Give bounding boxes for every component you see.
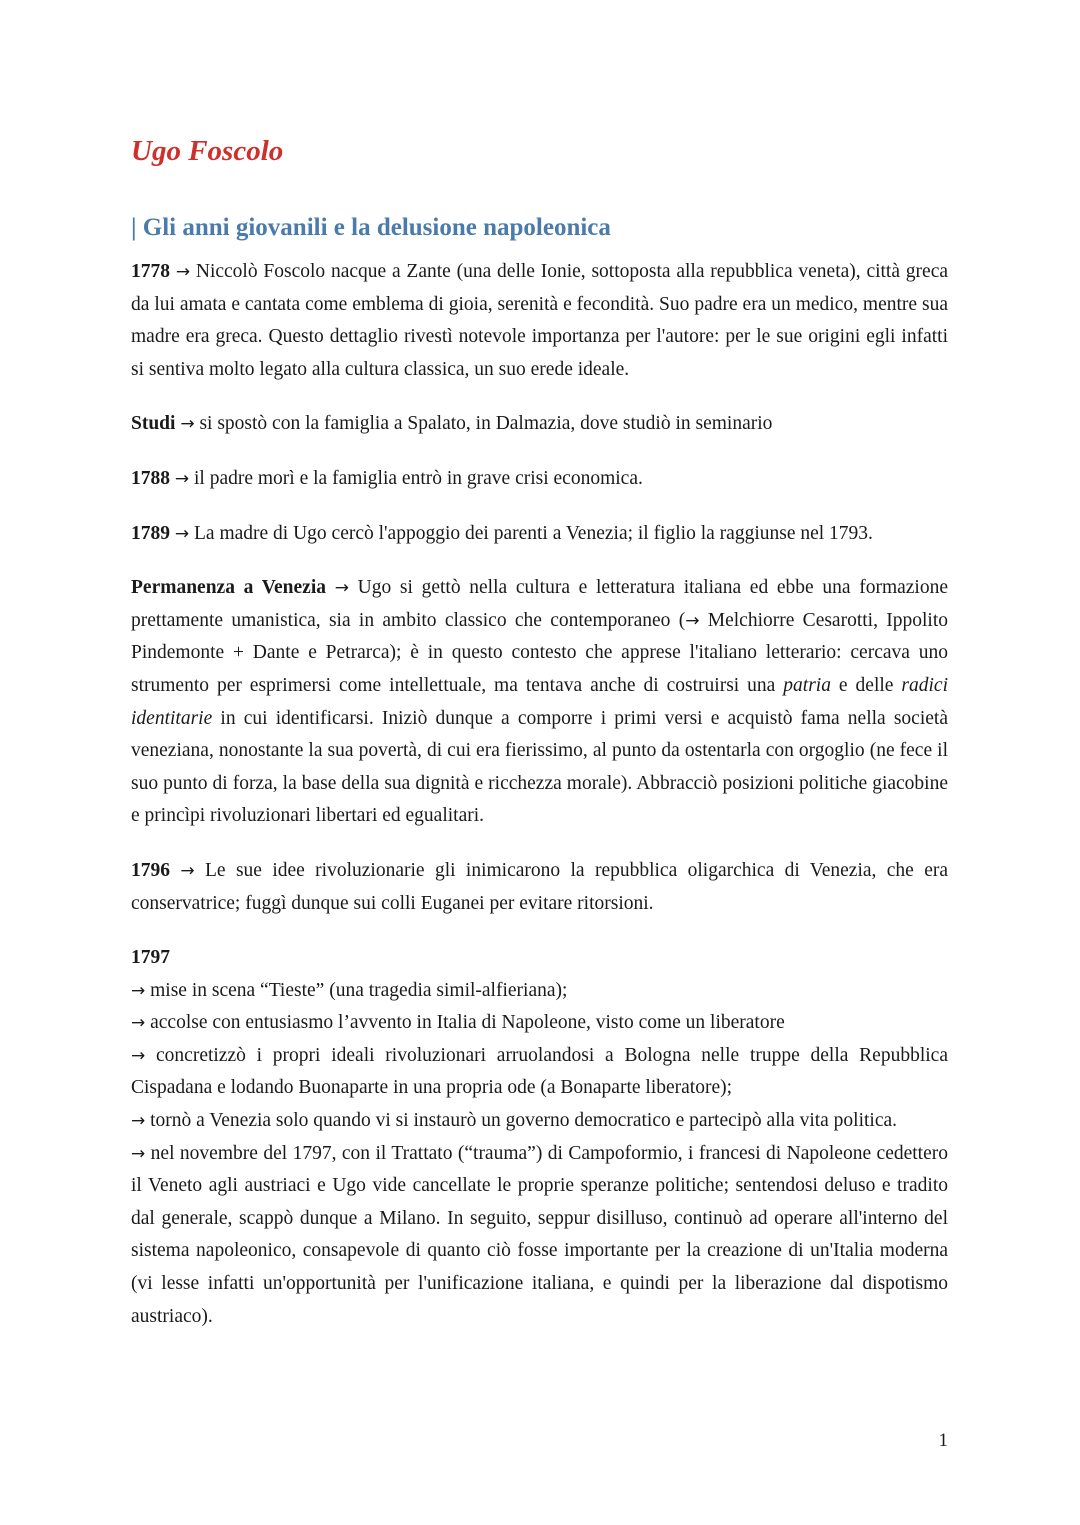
document-page	[131, 130, 948, 1333]
paragraph-text: si spostò con la famiglia a Spalato, in Dalmazia, dove studiò in seminario	[194, 413, 773, 435]
paragraph-lead: Studi	[131, 413, 176, 435]
paragraph-1778	[131, 256, 948, 386]
paragraph-text: in cui identificarsi. Iniziò dunque a comporre i primi versi e acquistò fama nella società veneziana, nonostante la sua povertà, di cui era fierissimo, al punto da ostentarla con orgoglio (ne fece il suo punto di forza, la base della sua dignità e ricchezza morale). Abbracciò posizioni politiche giacobine e princìpi rivoluzionari libertari ed egualitari.	[131, 707, 948, 827]
paragraph-text: il padre morì e la famiglia entrò in grave crisi economica.	[189, 467, 643, 489]
arrow-icon: →	[685, 610, 700, 631]
paragraph-text: Le sue idee rivoluzionarie gli inimicarono la repubblica oligarchica di Venezia, che era conservatrice; fuggì dunque sui colli Euganei per evitare ritorsioni.	[131, 859, 949, 914]
list-item-text: mise in scena “Tieste” (una tragedia simil-alfieriana);	[145, 979, 568, 1001]
paragraph-lead: 1797	[131, 947, 170, 969]
arrow-icon: →	[131, 980, 146, 1001]
arrow-icon: →	[131, 1111, 146, 1132]
emphasis-radici-identitarie: radici identitarie	[131, 674, 948, 729]
paragraph-text: e delle	[830, 674, 902, 696]
list-item	[131, 1040, 948, 1105]
list-item-text: concretizzò i propri ideali rivoluzionari arruolandosi a Bologna nelle truppe della Repubblica Cispadana e lodando Buonaparte in una propria ode (a Bonaparte liberatore);	[131, 1044, 948, 1099]
list-item	[131, 1007, 948, 1040]
paragraph-text: Niccolò Foscolo nacque a Zante (una delle Ionie, sottoposta alla repubblica veneta), città greca da lui amata e cantata come emblema di gioia, serenità e fecondità. Suo padre era un medico, mentre sua madre era greca. Questo dettaglio rivestì notevole importanza per l'autore: per le sue origini egli infatti si sentiva molto legato alla cultura classica, un suo erede ideale.	[131, 261, 949, 380]
paragraph-1797	[131, 942, 948, 1333]
arrow-icon: →	[131, 1013, 146, 1034]
paragraph-lead: 1789	[131, 522, 170, 544]
arrow-icon: →	[180, 414, 195, 435]
arrow-icon: →	[175, 262, 191, 282]
paragraph-studi	[131, 408, 948, 441]
paragraph-lead: 1778	[131, 261, 170, 282]
paragraph-1788	[131, 463, 948, 496]
arrow-icon: →	[174, 523, 190, 544]
page-number: 1	[938, 1430, 948, 1451]
arrow-icon: →	[334, 578, 349, 599]
arrow-icon: →	[131, 1045, 146, 1066]
paragraph-text: Melchiorre Cesarotti, Ippolito Pindemonte + Dante e Petrarca); è in questo contesto che apprese l'italiano letterario: cercava uno strumento per esprimersi come intellettuale, ma tentava anche di costruirsi una	[131, 609, 949, 696]
paragraph-1796	[131, 855, 948, 920]
list-item	[131, 1105, 948, 1138]
list-item	[131, 975, 948, 1008]
arrow-icon: →	[180, 860, 195, 881]
document-title: Ugo Foscolo	[131, 135, 284, 167]
list-item-text: tornò a Venezia solo quando vi si instaurò un governo democratico e partecipò alla vita politica.	[145, 1110, 898, 1132]
list-item-text: nel novembre del 1797, con il Trattato (“trauma”) di Campoformio, i francesi di Napoleone cedettero il Veneto agli austriaci e Ugo vide cancellate le proprie speranze politiche; sentendosi deluso e tradito dal generale, scappò dunque a Milano. In seguito, seppur disilluso, continuò ad operare all'interno del sistema napoleonico, consapevole di quanto ciò fosse importante per la creazione di un'Italia moderna (vi lesse infatti un'opportunità per l'unificazione italiana, e quindi per la liberazione dal dispotismo austriaco).	[131, 1142, 948, 1327]
paragraph-lead: 1788	[131, 467, 170, 489]
list-item	[131, 1138, 948, 1334]
arrow-icon: →	[131, 1143, 146, 1164]
paragraph-1789	[131, 518, 948, 551]
paragraph-text: La madre di Ugo cercò l'appoggio dei parenti a Venezia; il figlio la raggiunse nel 1793.	[189, 522, 873, 544]
arrow-icon: →	[174, 468, 190, 489]
section-heading: | Gli anni giovanili e la delusione napoleonica	[131, 214, 611, 241]
list-item-text: accolse con entusiasmo l’avvento in Italia di Napoleone, visto come un liberatore	[145, 1012, 785, 1034]
paragraph-text: Ugo si gettò nella cultura e letteratura italiana ed ebbe una formazione prettamente umanistica, sia in ambito classico che contemporaneo (	[131, 577, 949, 631]
paragraph-lead: Permanenza a Venezia	[131, 577, 327, 599]
paragraph-lead: 1796	[131, 859, 170, 881]
paragraph-permanenza	[131, 572, 948, 833]
emphasis-patria: patria	[783, 674, 831, 696]
